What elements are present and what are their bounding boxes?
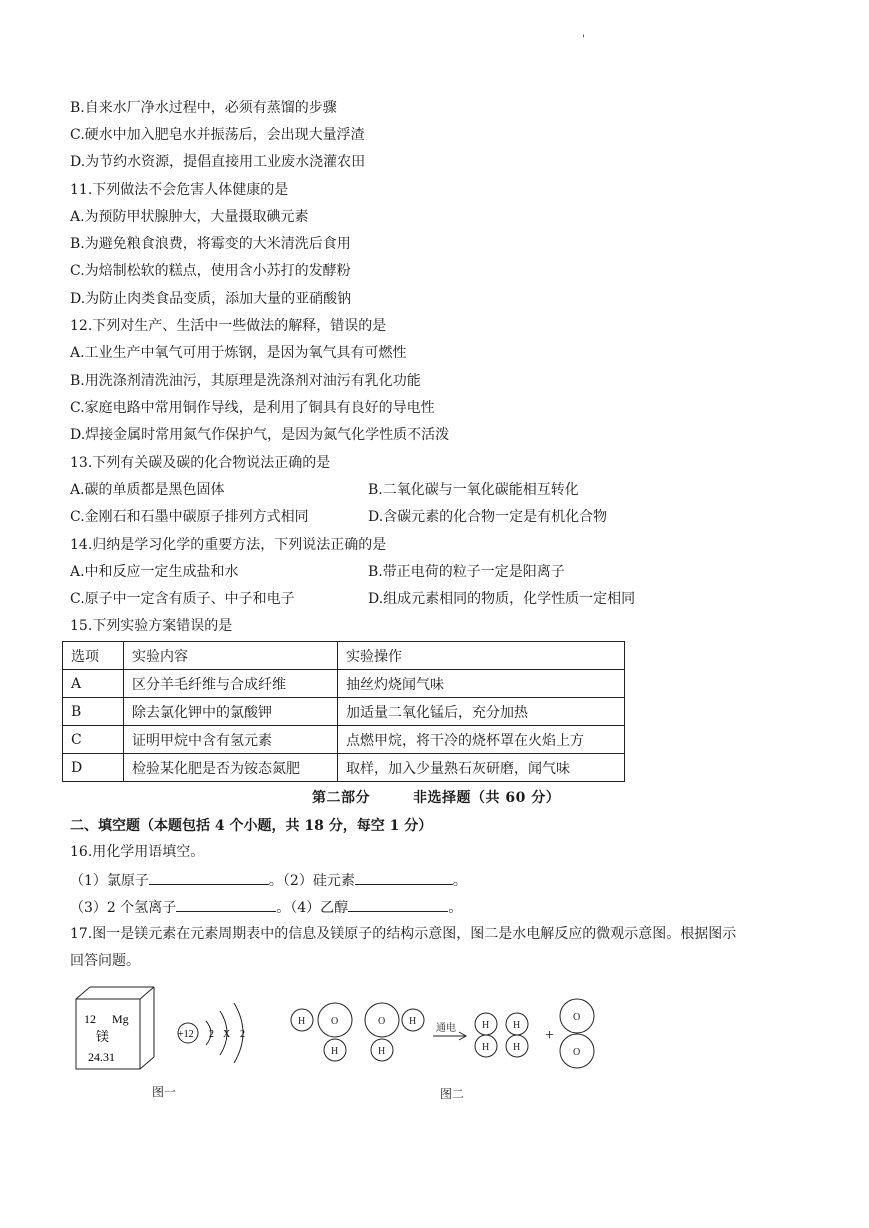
table-cell: A: [63, 670, 124, 698]
page-mark: ': [582, 34, 585, 45]
table-header-cell: 选项: [63, 642, 124, 670]
q16-part3-label: （3）2 个氢离子: [70, 900, 177, 916]
table-cell: 证明甲烷中含有氢元素: [124, 726, 338, 754]
reaction-condition: 通电: [436, 1023, 456, 1034]
q17-stem-line-1: 17.图一是镁元素在元素周期表中的信息及镁原子的结构示意图，图二是水电解反应的微观示意图。根据图示: [70, 926, 737, 942]
table-cell: 取样，加入少量熟石灰研磨，闻气味: [338, 754, 625, 782]
figure-two: [285, 990, 610, 1085]
water-molecule: [291, 1003, 352, 1061]
q11-option-b: B.为避免粮食浪费，将霉变的大米清洗后食用: [70, 236, 351, 252]
q10-option-b: B.自来水厂净水过程中，必须有蒸馏的步骤: [70, 100, 337, 116]
q13-option-a: A.碳的单质都是黑色固体: [70, 482, 225, 498]
hydrogen-label: H: [482, 1042, 490, 1053]
table-cell: B: [63, 698, 124, 726]
q16-stem: 16.用化学用语填空。: [70, 844, 205, 860]
oxygen-label: O: [378, 1016, 386, 1027]
part-two-title: 第二部分 非选择题（共 60 分）: [312, 790, 561, 806]
water-molecule: [365, 1003, 424, 1061]
shell-3-electrons: 2: [240, 1029, 245, 1040]
q16-part1-label: （1）氯原子: [70, 873, 149, 889]
hydrogen-molecule: [475, 1013, 497, 1057]
q11-option-c: C.为焙制松软的糕点，使用含小苏打的发酵粉: [70, 263, 351, 279]
q16-line-2: [70, 897, 462, 917]
hydrogen-label: H: [513, 1020, 521, 1031]
figure-two-caption: 图二: [440, 1087, 465, 1101]
q16-part4-label: 。（4）乙醇: [276, 900, 349, 916]
q17-stem-line-2: 回答问题。: [70, 953, 140, 969]
q16-part4-end: 。: [448, 900, 463, 916]
oxygen-label: O: [573, 1012, 581, 1023]
table-cell: 除去氯化钾中的氯酸钾: [124, 698, 338, 726]
q14-option-a: A.中和反应一定生成盐和水: [70, 564, 239, 580]
table-header-cell: 实验操作: [338, 642, 625, 670]
table-cell: C: [63, 726, 124, 754]
table-row: [63, 698, 625, 726]
shell-2-electrons: X: [223, 1029, 231, 1040]
table-header-row: [63, 642, 625, 670]
q15-table: [62, 641, 625, 782]
figure-one: [70, 985, 255, 1075]
q14-option-d: D.组成元素相同的物质，化学性质一定相同: [368, 591, 636, 607]
nucleus-charge: +12: [178, 1029, 194, 1040]
table-row: [63, 726, 625, 754]
hydrogen-label: H: [331, 1046, 339, 1057]
hydrogen-label: H: [378, 1046, 386, 1057]
table-cell: 加适量二氧化锰后，充分加热: [338, 698, 625, 726]
q16-line-1: [70, 870, 467, 890]
table-cell: D: [63, 754, 124, 782]
q11-option-d: D.为防止肉类食品变质，添加大量的亚硝酸钠: [70, 291, 352, 307]
q13-option-d: D.含碳元素的化合物一定是有机化合物: [368, 509, 608, 525]
q14-option-b: B.带正电荷的粒子一定是阳离子: [368, 564, 565, 580]
table-row: [63, 670, 625, 698]
table-header-cell: 实验内容: [124, 642, 338, 670]
plus-sign: +: [545, 1027, 555, 1044]
q14-stem: 14.归纳是学习化学的重要方法，下列说法正确的是: [70, 537, 387, 553]
oxygen-label: O: [331, 1016, 339, 1027]
q16-part2-label: 。（2）硅元素: [268, 873, 355, 889]
q16-part2-end: 。: [452, 873, 467, 889]
table-cell: 抽丝灼烧闻气味: [338, 670, 625, 698]
table-cell: 检验某化肥是否为铵态氮肥: [124, 754, 338, 782]
figure-one-caption: 图一: [152, 1085, 177, 1099]
table-cell: 区分羊毛纤维与合成纤维: [124, 670, 338, 698]
answer-blank-4[interactable]: [348, 897, 448, 912]
element-symbol: Mg: [112, 1012, 129, 1026]
element-name: 镁: [96, 1030, 110, 1045]
oxygen-molecule: [560, 999, 594, 1068]
q12-option-d: D.焊接金属时常用氮气作保护气，是因为氮气化学性质不活泼: [70, 427, 450, 443]
atomic-number: 12: [84, 1012, 96, 1026]
hydrogen-label: H: [482, 1020, 490, 1031]
hydrogen-molecule: [506, 1013, 528, 1057]
table-cell: 点燃甲烷，将干冷的烧杯罩在火焰上方: [338, 726, 625, 754]
answer-blank-3[interactable]: [176, 897, 276, 912]
answer-blank-1[interactable]: [149, 870, 269, 885]
q10-option-c: C.硬水中加入肥皂水并振荡后，会出现大量浮渣: [70, 127, 365, 143]
atom-structure: [178, 1003, 245, 1063]
q10-option-d: D.为节约水资源，提倡直接用工业废水浇灌农田: [70, 154, 366, 170]
answer-blank-2[interactable]: [355, 870, 453, 885]
q13-option-c: C.金刚石和石墨中碳原子排列方式相同: [70, 509, 309, 525]
q12-option-c: C.家庭电路中常用铜作导线，是利用了铜具有良好的导电性: [70, 400, 435, 416]
q14-option-c: C.原子中一定含有质子、中子和电子: [70, 591, 295, 607]
q13-stem: 13.下列有关碳及碳的化合物说法正确的是: [70, 455, 331, 471]
section-two-heading: 二、填空题（本题包括 4 个小题，共 18 分，每空 1 分）: [70, 818, 433, 834]
table-row: [63, 754, 625, 782]
q12-stem: 12.下列对生产、生活中一些做法的解释，错误的是: [70, 318, 387, 334]
oxygen-label: O: [573, 1047, 581, 1058]
q11-stem: 11.下列做法不会危害人体健康的是: [70, 182, 289, 198]
hydrogen-label: H: [409, 1016, 417, 1027]
atomic-mass: 24.31: [88, 1050, 115, 1064]
q12-option-a: A.工业生产中氧气可用于炼钢，是因为氧气具有可燃性: [70, 345, 407, 361]
hydrogen-label: H: [513, 1042, 521, 1053]
q15-stem: 15.下列实验方案错误的是: [70, 618, 233, 634]
hydrogen-label: H: [298, 1016, 306, 1027]
q12-option-b: B.用洗涤剂清洗油污，其原理是洗涤剂对油污有乳化功能: [70, 373, 421, 389]
shell-1-electrons: 2: [209, 1029, 214, 1040]
q13-option-b: B.二氧化碳与一氧化碳能相互转化: [368, 482, 579, 498]
q11-option-a: A.为预防甲状腺肿大，大量摄取碘元素: [70, 209, 309, 225]
